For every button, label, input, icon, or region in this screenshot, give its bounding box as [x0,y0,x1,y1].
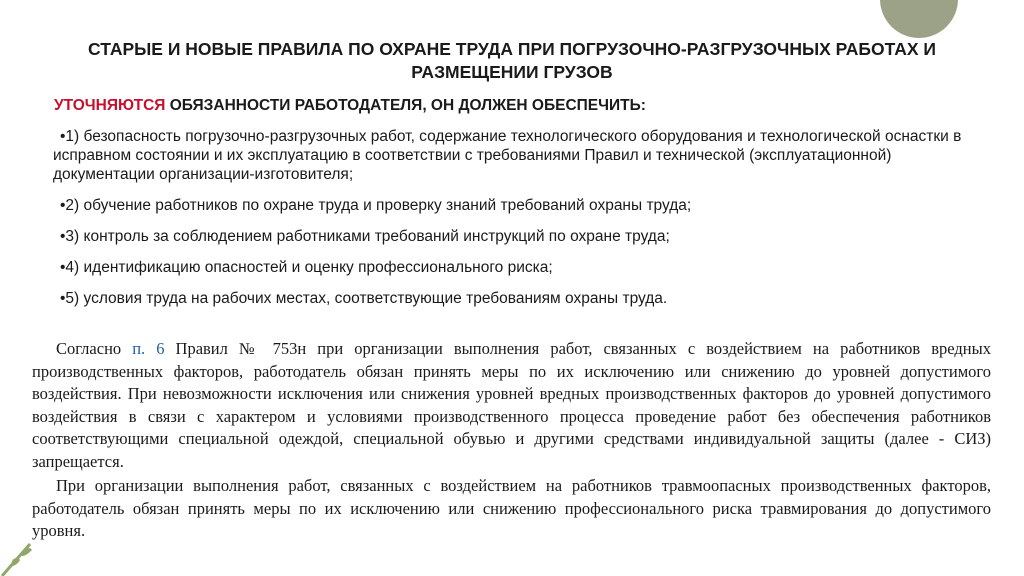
paragraph-injury-risk: При организации выполнения работ, связанных с воздействием на работников травмоопасных производственных факторов, работодатель обязан принять меры по их исключению или снижению профессионального риска травмирования до допустимого уровня. [32,476,991,540]
decorative-circle [880,0,958,38]
list-item: •5) условия труда на рабочих местах, соответствующие требованиям охраны труда. [60,290,668,307]
paragraph-rules-753n: Согласно п. 6 Правил № 753н при организации выполнения работ, связанных с воздействием на работников вредных производственных факторов, работодатель обязан принять меры по их исключению или снижению до уровней допустимого воздействия. При невозможности исключения или снижения уровней вредных производственных факторов до уровней допустимого воздействия в связи с характером и условиями производственного процесса проведение работ без обеспечения работников соответствующими специальной одеждой, специальной обувью и другими средствами индивидуальной защиты (далее - СИЗ) запрещается. [32,339,991,471]
heading-highlight: УТОЧНЯЮТСЯ [54,97,166,114]
heading-text: ОБЯЗАННОСТИ РАБОТОДАТЕЛЯ, ОН ДОЛЖЕН ОБЕСПЕЧИТЬ: [165,97,646,114]
list-item: •2) обучение работников по охране труда и проверку знаний требований охраны труда; [60,197,692,214]
list-item: •1) безопасность погрузочно-разгрузочных работ, содержание технологического оборудования и технологической оснастки в исправном состоянии и их эксплуатацию в соответствии с требованиями Правил и технической (эксплуатационной) документации организации-изготовителя; [53,128,962,183]
section-heading [54,97,646,115]
rule-reference-link[interactable]: п. 6 [132,339,165,358]
list-item: •3) контроль за соблюдением работниками требований инструкций по охране труда; [60,228,670,245]
page-title: СТАРЫЕ И НОВЫЕ ПРАВИЛА ПО ОХРАНЕ ТРУДА ПРИ ПОГРУЗОЧНО-РАЗГРУЗОЧНЫХ РАБОТАХ И РАЗМЕЩЕНИИ ГРУЗОВ [88,39,936,82]
list-item: •4) идентификацию опасностей и оценку профессионального риска; [60,259,553,276]
obligations-list [53,127,993,320]
